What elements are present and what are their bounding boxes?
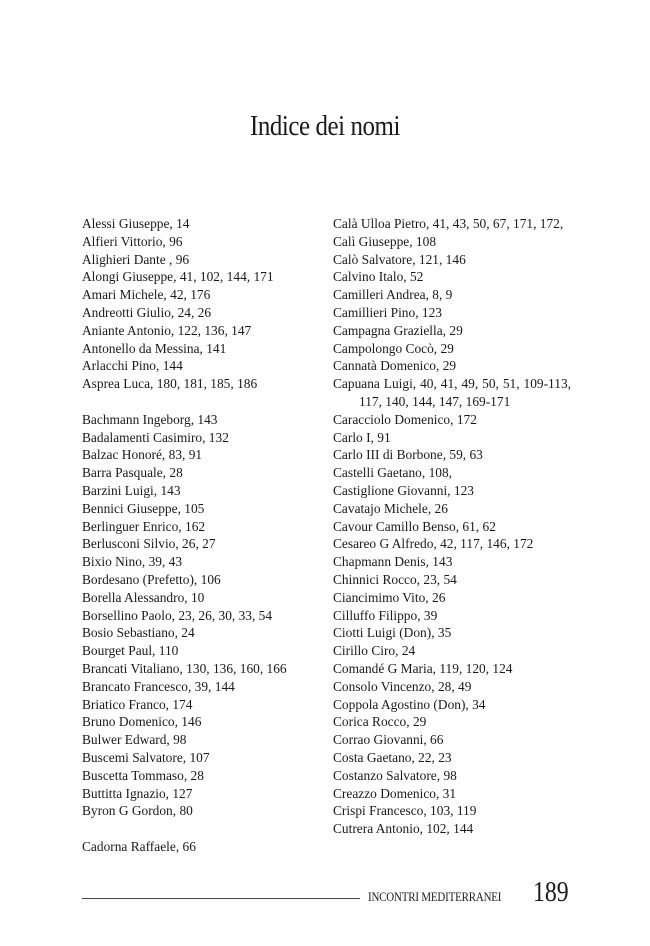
index-entry: Buttitta Ignazio, 127 bbox=[82, 785, 193, 801]
index-entry: Arlacchi Pino, 144 bbox=[82, 358, 183, 374]
index-entry: Camillieri Pino, 123 bbox=[333, 304, 442, 320]
index-entry: Castelli Gaetano, 108, bbox=[333, 465, 452, 481]
index-entry: Costa Gaetano, 22, 23 bbox=[333, 749, 452, 765]
index-entry: Cesareo G Alfredo, 42, 117, 146, 172 bbox=[333, 536, 534, 552]
index-entry: Bennici Giuseppe, 105 bbox=[82, 500, 205, 516]
index-entry: Aniante Antonio, 122, 136, 147 bbox=[82, 322, 252, 338]
index-entry: Cutrera Antonio, 102, 144 bbox=[333, 821, 474, 837]
index-entry: Bachmann Ingeborg, 143 bbox=[82, 411, 218, 427]
index-entry: Bruno Domenico, 146 bbox=[82, 714, 202, 730]
index-entry: Chapmann Denis, 143 bbox=[333, 554, 453, 570]
index-entry: Consolo Vincenzo, 28, 49 bbox=[333, 678, 472, 694]
index-entry: Comandé G Maria, 119, 120, 124 bbox=[333, 660, 513, 676]
index-entry: Corica Rocco, 29 bbox=[333, 714, 427, 730]
index-entry: Cadorna Raffaele, 66 bbox=[82, 838, 196, 854]
index-entry: Costanzo Salvatore, 98 bbox=[333, 767, 457, 783]
index-entry: Camilleri Andrea, 8, 9 bbox=[333, 287, 453, 303]
index-entry: Barra Pasquale, 28 bbox=[82, 465, 183, 481]
section-gap bbox=[82, 820, 322, 838]
index-entry: Carlo III di Borbone, 59, 63 bbox=[333, 447, 483, 463]
index-entry: Andreotti Giulio, 24, 26 bbox=[82, 304, 212, 320]
index-entry: Bulwer Edward, 98 bbox=[82, 732, 187, 748]
index-entry: Corrao Giovanni, 66 bbox=[333, 732, 444, 748]
index-entry: Bixio Nino, 39, 43 bbox=[82, 554, 183, 570]
index-entry: Cirillo Ciro, 24 bbox=[333, 643, 416, 659]
section-gap bbox=[82, 393, 322, 411]
index-entry: Calì Giuseppe, 108 bbox=[333, 233, 437, 249]
index-entry: Borsellino Paolo, 23, 26, 30, 33, 54 bbox=[82, 607, 273, 623]
index-column-right bbox=[333, 215, 571, 838]
index-entry: Capuana Luigi, 40, 41, 49, 50, 51, 109-113, 117, 140, 144, 147, 169-171 bbox=[333, 376, 571, 409]
index-entry: Buscetta Tommaso, 28 bbox=[82, 767, 204, 783]
index-entry: Campolongo Cocò, 29 bbox=[333, 340, 454, 356]
index-entry: Briatico Franco, 174 bbox=[82, 696, 193, 712]
index-entry: Balzac Honoré, 83, 91 bbox=[82, 447, 203, 463]
index-entry: Carlo I, 91 bbox=[333, 429, 391, 445]
index-entry: Buscemi Salvatore, 107 bbox=[82, 749, 210, 765]
index-entry: Creazzo Domenico, 31 bbox=[333, 785, 457, 801]
index-entry: Byron G Gordon, 80 bbox=[82, 803, 193, 819]
index-entry: Chinnici Rocco, 23, 54 bbox=[333, 571, 457, 587]
index-entry: Brancato Francesco, 39, 144 bbox=[82, 678, 235, 694]
page-number: 189 bbox=[533, 876, 569, 908]
footer-journal-title: INCONTRI MEDITERRANEI bbox=[368, 889, 502, 904]
index-entry: Cannatà Domenico, 29 bbox=[333, 358, 457, 374]
index-entry: Borella Alessandro, 10 bbox=[82, 589, 205, 605]
index-entry: Ciancimimo Vito, 26 bbox=[333, 589, 446, 605]
index-entry: Castiglione Giovanni, 123 bbox=[333, 482, 474, 498]
index-entry: Badalamenti Casimiro, 132 bbox=[82, 429, 229, 445]
index-entry: Ciotti Luigi (Don), 35 bbox=[333, 625, 452, 641]
index-entry: Calvino Italo, 52 bbox=[333, 269, 424, 285]
index-entry: Crispi Francesco, 103, 119 bbox=[333, 803, 477, 819]
index-entry: Calà Ulloa Pietro, 41, 43, 50, 67, 171, 172, bbox=[333, 216, 564, 231]
index-entry: Brancati Vitaliano, 130, 136, 160, 166 bbox=[82, 660, 287, 676]
index-entry: Berlinguer Enrico, 162 bbox=[82, 518, 206, 534]
page-title: Indice dei nomi bbox=[249, 110, 401, 142]
index-entry: Antonello da Messina, 141 bbox=[82, 340, 227, 356]
index-entry: Bosio Sebastiano, 24 bbox=[82, 625, 195, 641]
index-entry: Cavatajo Michele, 26 bbox=[333, 500, 448, 516]
index-entry: Berlusconi Silvio, 26, 27 bbox=[82, 536, 216, 552]
index-entry: Alessi Giuseppe, 14 bbox=[82, 216, 190, 231]
index-entry: Bourget Paul, 110 bbox=[82, 643, 179, 659]
index-entry: Caracciolo Domenico, 172 bbox=[333, 411, 477, 427]
index-entry: Alongi Giuseppe, 41, 102, 144, 171 bbox=[82, 269, 274, 285]
index-entry: Calò Salvatore, 121, 146 bbox=[333, 251, 466, 267]
index-entry: Bordesano (Prefetto), 106 bbox=[82, 571, 221, 587]
index-entry: Asprea Luca, 180, 181, 185, 186 bbox=[82, 376, 258, 392]
index-entry: Barzini Luigi, 143 bbox=[82, 482, 181, 498]
index-entry: Amari Michele, 42, 176 bbox=[82, 287, 211, 303]
index-entry: Alighieri Dante , 96 bbox=[82, 251, 190, 267]
index-entry: Cilluffo Filippo, 39 bbox=[333, 607, 438, 623]
index-entry: Campagna Graziella, 29 bbox=[333, 322, 463, 338]
index-entry: Alfieri Vittorio, 96 bbox=[82, 233, 183, 249]
footer-rule bbox=[82, 898, 360, 899]
index-entry: Cavour Camillo Benso, 61, 62 bbox=[333, 518, 496, 534]
index-column-left bbox=[82, 215, 322, 856]
index-entry: Coppola Agostino (Don), 34 bbox=[333, 696, 486, 712]
